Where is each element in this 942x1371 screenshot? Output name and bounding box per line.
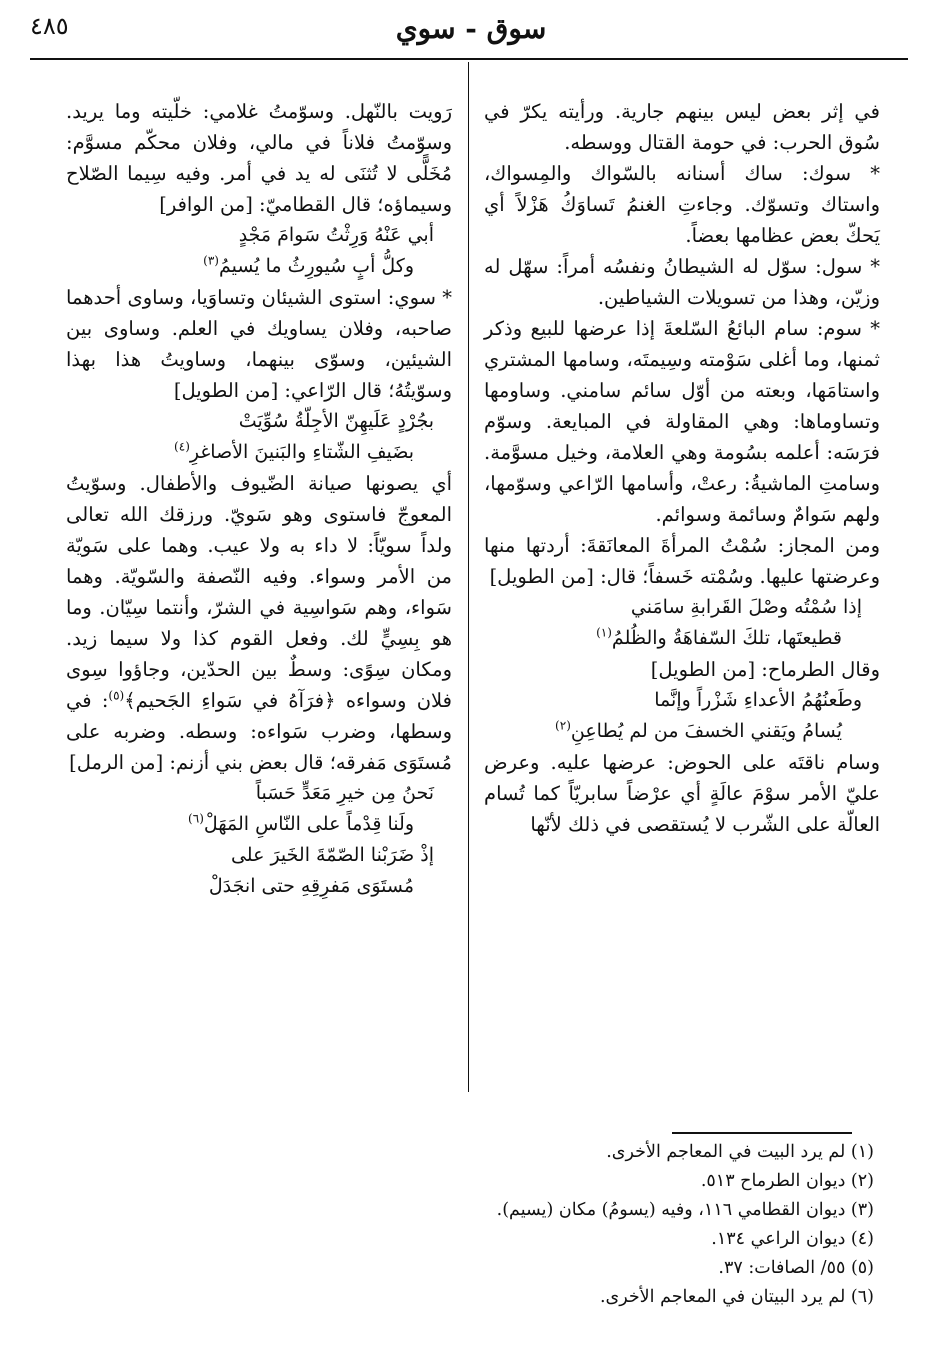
running-head: سوق - سوي bbox=[395, 12, 547, 45]
verse-line: قطيعتَها، تلكَ السّفاهَةُ والظُلمُ$^{(١)}$ bbox=[596, 625, 842, 649]
footnote-ref: (٣) bbox=[203, 253, 219, 268]
footnote: (٢) ديوان الطرماح ٥١٣. bbox=[700, 1171, 874, 1191]
paragraph: في إثر بعض ليس بينهم جارية. ورأيته يكرّ في سُوق الحرب: في حومة القتال ووسطه. bbox=[484, 100, 880, 154]
footnote-rule bbox=[672, 1132, 852, 1134]
paragraph: وسام ناقتَه على الحوض: عرضها عليه. وعرض عليّ الأمر سوْمَ عالَةٍ أي عرْضاً سابريّاً كما تُسام العالّة على الشّرب لا يُستقصى في ذلك لأنّها bbox=[484, 751, 880, 836]
verse-line: وكلُّ أبٍ سُيورِثُ ما يُسيمُ$^{(٣)}$ bbox=[203, 253, 414, 277]
verse-line: وطَعنُهُمُ الأعداءِ شَزْراً وإنَّما bbox=[654, 689, 862, 711]
paragraph: أي يصونها صيانة الضّيوف والأطفال. وسوّيتُ المعوجّ فاستوى وهو سَويّ. ورزقك الله تعالى ولداً سويّاً: لا داء به ولا عيب. وهما على سَويّة من الأمر وسواء. وفيه النّصفة والسّويّة. وهما سَواء، وهم سَواسِية في الشرّ، وأنتما سِيّان. وما هو بِسِيٍّ لك. وفعل القوم كذا ولا سيما زيد. ومكان سِوًى: وسطٌ بين الحدّين، وجاؤوا سِوى فلان وسواءه ﴿فرَآهُ في سَواءِ الجَحيم﴾$^{(٥)}$: في وسطها، وضرب سَواءه: وسطه. وضربه على مُستَوَى مَفرقه؛ قال بعض بني أزنم: [من الرمل] bbox=[66, 472, 452, 774]
footnote-ref: (٦) bbox=[188, 811, 204, 826]
verse-line: يُسامُ ويَقني الخسفَ من لم يُطاعِنِ$^{(٢)}$ bbox=[555, 718, 842, 742]
entry-sok: * سوك: ساك أسنانه بالسّواك والمِسواك، واستاك وتسوّك. وجاءتِ الغنمُ تَساوَكُ هَزْلاً أي يَحكّ بعض عظامها بعضاً. bbox=[484, 162, 880, 247]
footnote-ref: (١) bbox=[596, 625, 612, 640]
entry-som: * سوم: سام البائعُ السّلعةَ إذا عرضها للبيع وذكر ثمنها، وما أغلى سَوْمته وسِيمتَه، وسامها المشتري واستامَها، وبعته من أوّل سائم سامني. وساومها وتساوماها: وهي المقاولة في المبايعة. وسوّم فرَسَه: أعلمه بسُومة وهي العلامة، وخيل مسوَّمة. وسامتِ الماشيةُ: رعتْ، وأسامها الرّاعي وسوّمها، ولهم سَوامٌ وسائمة وسوائم. bbox=[484, 317, 880, 526]
verse-line: مُستَوَى مَفرِقِهِ حتى انجَدَلْ bbox=[208, 875, 414, 897]
entry-sol: * سول: سوّل له الشيطانُ ونفسُه أمراً: سهّل له وزيّن، وهذا من تسويلات الشياطين. bbox=[484, 255, 880, 309]
page-number: ٤٨٥ bbox=[30, 12, 69, 40]
verse-line: بضَيفِ الشّتاءِ والبَنينَ الأصاغرِ$^{(٤)}$ bbox=[174, 439, 414, 463]
verse-line: إذْ ضَرَبْنا الصّمّةَ الخَيرَ على bbox=[230, 844, 434, 866]
header-rule bbox=[30, 58, 908, 60]
paragraph: رَويت بالنّهل. وسوّمتُ غلامي: خلّيته وما يريد. وسوّمتُ فلاناً في مالي، وفلان محكّم مسوَّم: مُخَلًّى لا تُثنَى له يد في أمر. وفيه سِيما الصّلاح وسيماؤه؛ قال القطاميّ: [من الوافر] bbox=[66, 100, 452, 216]
footnote: (٣) ديوان القطامي ١١٦، وفيه (يسومُ) مكان (يسيم). bbox=[496, 1200, 874, 1220]
entry-sawi: * سوي: استوى الشيئان وتساوَيا، وساوى أحدهما صاحبه، وفلان يساويك في العلم. وساوى بين الشيئين، وسوّى بينهما، وساويتُ هذا بهذا وسوّيتُهُ؛ قال الرّاعي: [من الطويل] bbox=[66, 286, 452, 402]
footnote-ref: (٢) bbox=[555, 718, 571, 733]
right-column bbox=[484, 96, 880, 840]
column-divider bbox=[468, 62, 469, 1092]
paragraph: وقال الطرماح: [من الطويل] bbox=[650, 658, 880, 681]
footnote: (٤) ديوان الراعي ١٣٤. bbox=[711, 1229, 874, 1249]
verse-line: نَحنُ مِن خيرِ مَعَدٍّ حَسَباً bbox=[255, 782, 434, 804]
footnote-ref: (٤) bbox=[174, 439, 190, 454]
verse-line: أبي عَنْهُ وَرِثْتُ سَوامَ مَجْدٍ bbox=[238, 224, 434, 246]
verse-line: إذا سُمْتُه وصْلَ القَرابةِ سامَني bbox=[630, 596, 862, 618]
paragraph-majaz: ومن المجاز: سُمْتُ المرأةَ المعانَقةَ: أردتها منها وعرضتها عليها. وسُمْته خَسفاً؛ قال: [من الطويل] bbox=[484, 534, 880, 588]
footnote: (٥) ٥٥/ الصافات: ٣٧. bbox=[718, 1258, 874, 1278]
footnote: (٦) لم يرد البيتان في المعاجم الأخرى. bbox=[599, 1287, 874, 1307]
footnote-ref: (٥) bbox=[108, 688, 125, 703]
footnote: (١) لم يرد البيت في المعاجم الأخرى. bbox=[606, 1142, 874, 1162]
footnotes bbox=[474, 1138, 874, 1312]
verse-line: بجُرْدٍ عَلَيهِنّ الأجِلّةُ سُوِّيَتْ bbox=[238, 410, 434, 432]
verse-line: ولَنا قِدْماً على النّاسِ المَهَلْ$^{(٦)}$ bbox=[188, 811, 414, 835]
left-column bbox=[66, 96, 452, 902]
